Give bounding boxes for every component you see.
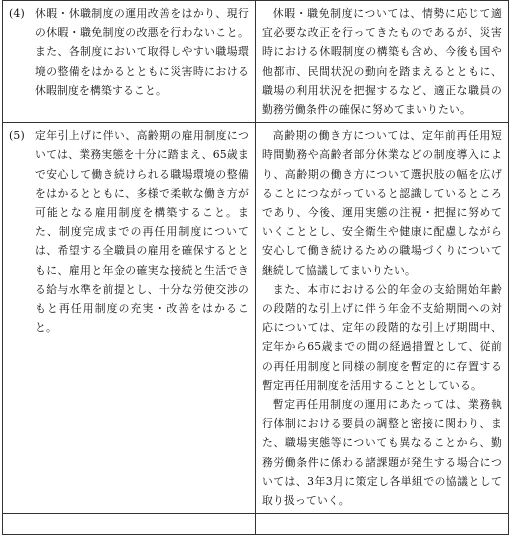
request-text: 休暇・休職制度の運用改善をはかり、現行の休暇・職免制度の改悪を行わないこと。また、各制度において取得しやすい職場環境の整備をはかるとともに災害時における休暇制度を構築すること。 — [35, 7, 249, 97]
table-row-empty — [3, 514, 509, 535]
table-row — [3, 123, 509, 514]
request-response-table — [2, 0, 509, 535]
request-item — [9, 4, 249, 100]
request-cell — [3, 123, 256, 514]
response-paragraph: 休暇・職免制度については、情勢に応じて適宜必要な改正を行ってきたものであるが、災害時における休暇制度の構築も含め、今後も国や他都市、民間状況の動向を踏まえるとともに、職場の利用状況を把握するなど、適正な職員の勤務労働条件の確保に努めてまいりたい。 — [262, 7, 502, 117]
empty-cell — [256, 514, 509, 535]
table-row — [3, 1, 509, 123]
request-cell — [3, 1, 256, 123]
item-number: (5) — [9, 129, 25, 143]
response-paragraph: 高齢期の働き方については、定年前再任用短時間勤務や高齢者部分休業などの制度導入により、高齢期の働き方について選択肢の幅を広げることにつながっていると認識しているところであり、今後、運用実態の注視・把握に努めていくこととし、安全衛生や健康に配慮しながら安心して働き続けるための職場づくりについて継続して協議してまいりたい。 — [262, 129, 502, 277]
request-item — [9, 126, 249, 337]
response-paragraph: また、本市における公的年金の支給開始年齢の段階的な引上げに伴う年金不支給期間への対応については、定年の段階的な引上げ期間中、定年から65歳までの間の経過措置として、従前の再任用制度と同様の制度を暫定的に存置する暫定再任用制度を活用することとしている。 — [262, 282, 502, 392]
empty-cell — [3, 514, 256, 535]
response-cell — [256, 1, 509, 123]
response-cell — [256, 123, 509, 514]
request-text: 定年引上げに伴い、高齢期の雇用制度については、業務実態を十分に踏まえ、65歳まで安心して働き続けられる職場環境の整備をはかるとともに、多様で柔軟な働き方が可能となる雇用制度を構築すること。また、制度完成までの再任用制度については、希望する全職員の雇用を確保するとともに、雇用と年金の確実な接続と生活できる給与水準を前提とし、十分な労使交渉のもと再任用制度の充実・改善をはかること。 — [35, 129, 249, 335]
item-number: (4) — [9, 7, 25, 20]
response-paragraph: 暫定再任用制度の運用にあたっては、業務執行体制における要員の調整と密接に関わり、また、職場実態等についても異なることから、勤務労働条件に係わる諸課題が発生する場合については、3年3月に策定し各単組での協議として取り扱っていく。 — [262, 398, 502, 508]
